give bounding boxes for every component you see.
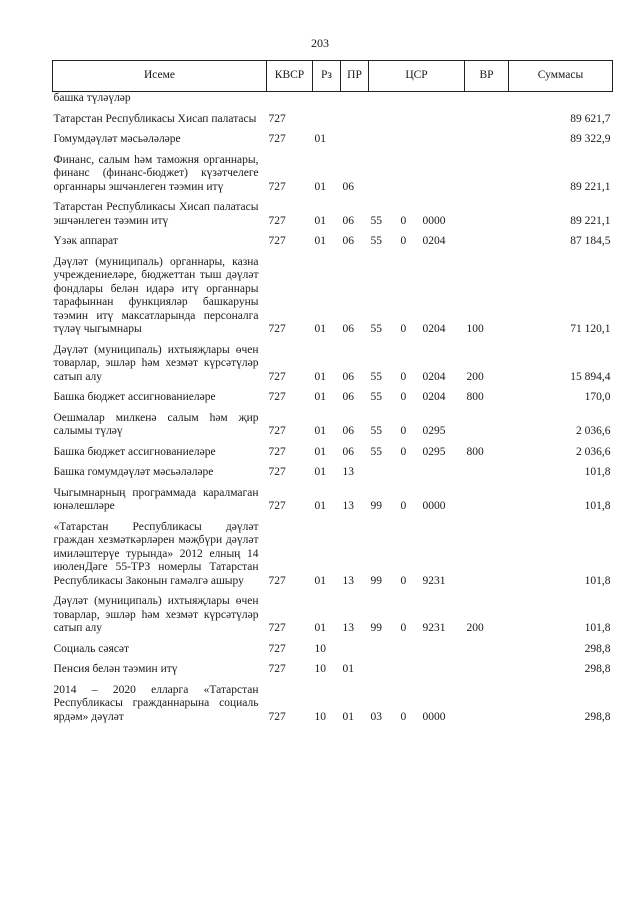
row-csr-subprogram: [399, 656, 421, 677]
row-sum: 87 184,5: [570, 235, 611, 247]
row-pr: 01: [342, 710, 354, 723]
row-sum: 2 036,6: [576, 445, 611, 458]
row-kvsr: 727: [268, 622, 286, 634]
row-pr: 06: [342, 180, 354, 193]
header-vr: ВР: [465, 61, 509, 92]
row-vr: [465, 656, 509, 677]
row-name: 2014 – 2020 елларга «Татарстан Республикасы гражданнарына социаль ярдәм» дәүләт: [53, 683, 259, 723]
row-vr: [465, 480, 509, 514]
table-row: [53, 249, 613, 337]
row-rz: 01: [314, 391, 326, 403]
row-kvsr: 727: [268, 112, 286, 125]
row-csr-direction: [421, 147, 465, 195]
row-vr: [465, 514, 509, 589]
row-pr: 01: [342, 663, 354, 675]
row-kvsr: 727: [268, 466, 286, 478]
row-rz: 01: [314, 133, 326, 145]
row-pr: 13: [342, 500, 354, 512]
row-rz: 01: [314, 214, 326, 227]
row-csr-program: 99: [370, 574, 382, 587]
row-vr: [465, 677, 509, 725]
row-csr-direction: 0000: [422, 214, 446, 227]
table-row: [53, 194, 613, 228]
row-csr-program: 55: [370, 323, 382, 335]
row-pr: 06: [342, 214, 354, 227]
row-csr-direction: 0204: [422, 370, 446, 383]
row-pr: 06: [342, 370, 354, 383]
row-pr: 06: [342, 425, 354, 437]
row-csr-program: [369, 656, 399, 677]
row-csr-direction: 0204: [422, 391, 446, 403]
row-csr-program: [369, 147, 399, 195]
row-name: Чыгымнарның программада каралмаган юнәлешләре: [53, 486, 259, 512]
row-sum: 2 036,6: [576, 425, 611, 437]
row-rz: 01: [314, 622, 326, 634]
row-csr-direction: [421, 636, 465, 657]
header-sum: Суммасы: [509, 61, 613, 92]
row-pr: [341, 106, 369, 127]
row-name: Пенсия белән тәэмин итү: [53, 663, 178, 675]
page-number: 203: [311, 36, 329, 50]
row-name: Татарстан Республикасы Хисап палатасы эшчәнлеген тәэмин итү: [53, 201, 259, 227]
row-csr-direction: [421, 126, 465, 147]
row-sum: 89 221,1: [570, 180, 611, 193]
row-csr-subprogram: 0: [400, 445, 407, 458]
table-row: [53, 384, 613, 405]
row-rz: 10: [314, 642, 326, 655]
table-row: [53, 514, 613, 589]
row-rz: 01: [314, 323, 326, 335]
table-row: [53, 405, 613, 439]
row-name: Гомумдәүләт мәсьәләләре: [53, 133, 181, 145]
row-csr-subprogram: 0: [400, 425, 407, 437]
row-rz: 01: [314, 445, 326, 458]
row-kvsr: 727: [268, 370, 286, 383]
header-name: Исеме: [53, 61, 267, 92]
row-csr-direction: [421, 106, 465, 127]
row-csr-subprogram: 0: [400, 500, 407, 512]
row-rz: 01: [314, 466, 326, 478]
row-rz: 01: [314, 500, 326, 512]
row-vr: [465, 228, 509, 249]
row-pr: [341, 126, 369, 147]
row-sum: 101,8: [584, 574, 611, 587]
table-row: [53, 656, 613, 677]
row-csr-program: [369, 459, 399, 480]
row-sum: 298,8: [584, 642, 611, 655]
row-name: «Татарстан Республикасы дәүләт граждан хезмәткәрләрен мәҗбүри дәүләт имиләштерүе турында» 2012 елның 14 июленДәге 55-ТРЗ номерлы Татарстан Республикасы Законын гамәлгә ашыру: [53, 520, 259, 587]
row-kvsr: 727: [268, 642, 286, 655]
row-name: Финанс, салым һәм таможня органнары, финанс (финанс-бюджет) күзәтчелеге органнары эшчәнлеген тәэмин итү: [53, 153, 259, 193]
row-rz: 01: [314, 235, 326, 247]
table-row: [53, 636, 613, 657]
row-pr: 06: [342, 323, 354, 335]
row-sum: 89 621,7: [570, 112, 611, 125]
row-pr: [341, 636, 369, 657]
row-vr: [465, 147, 509, 195]
row-csr-program: 55: [370, 445, 382, 458]
row-kvsr: 727: [268, 500, 286, 512]
table-row: [53, 106, 613, 127]
row-csr-program: 55: [370, 235, 382, 247]
row-pr: 06: [342, 235, 354, 247]
row-pr: 06: [342, 391, 354, 403]
row-name: Социаль сәясәт: [53, 642, 130, 655]
row-pr: 13: [342, 466, 354, 478]
table-row: [53, 228, 613, 249]
row-csr-program: 55: [370, 370, 382, 383]
row-csr-subprogram: 0: [400, 370, 407, 383]
row-csr-subprogram: 0: [400, 710, 407, 723]
row-sum: 89 322,9: [570, 133, 611, 145]
row-sum: 298,8: [584, 710, 611, 723]
row-kvsr: 727: [268, 710, 286, 723]
table-row: [53, 588, 613, 636]
row-kvsr: 727: [268, 425, 286, 437]
row-sum: 101,8: [584, 500, 611, 512]
header-pr: ПР: [341, 61, 369, 92]
row-csr-program: 99: [370, 500, 382, 512]
row-csr-subprogram: 0: [400, 214, 407, 227]
row-name: Үзәк аппарат: [53, 235, 118, 247]
row-csr-direction: [421, 459, 465, 480]
table-row: [53, 677, 613, 725]
table-row: [53, 126, 613, 147]
row-vr: [465, 106, 509, 127]
row-vr: 800: [466, 391, 484, 403]
row-csr-subprogram: 0: [400, 574, 407, 587]
row-kvsr: 727: [268, 323, 286, 335]
row-name: Башка бюджет ассигнованиеләре: [53, 391, 216, 403]
row-sum: 101,8: [584, 622, 611, 634]
row-csr-direction: 0295: [422, 425, 446, 437]
table-row: [53, 459, 613, 480]
row-csr-subprogram: 0: [400, 235, 407, 247]
row-pr: 13: [342, 574, 354, 587]
row-kvsr: 727: [268, 663, 286, 675]
header-kvsr: КВСР: [267, 61, 313, 92]
row-csr-direction: 0000: [422, 710, 446, 723]
row-name: Дәүләт (муниципаль) ихтыяҗлары өчен товарлар, эшләр һәм хезмәт күрсәтүләр сатып алу: [53, 343, 259, 383]
row-sum: 71 120,1: [570, 323, 611, 335]
row-name: Дәүләт (муниципаль) органнары, казна учреждениеләре, бюджеттан тыш дәүләт фондлары белән идарә итү органнары тарафыннан функцияләр башкаруны тәэмин итү максатларында персоналга түләү чыгымнары: [53, 255, 259, 335]
row-name: Оешмалар милкенә салым һәм җир салымы түләү: [53, 411, 259, 437]
row-csr-direction: 9231: [422, 574, 446, 587]
row-kvsr: 727: [268, 235, 286, 247]
table-row: [53, 337, 613, 385]
row-kvsr: 727: [268, 445, 286, 458]
row-sum: 89 221,1: [570, 214, 611, 227]
row-csr-direction: 0204: [422, 323, 446, 335]
header-csr: ЦСР: [369, 61, 465, 92]
row-rz: [313, 106, 341, 127]
row-csr-program: 99: [370, 622, 382, 634]
continuation-row: [53, 92, 613, 106]
row-rz: 01: [314, 370, 326, 383]
row-csr-program: 03: [370, 710, 382, 723]
row-csr-subprogram: [399, 459, 421, 480]
table-row: [53, 439, 613, 460]
row-sum: 101,8: [584, 466, 611, 478]
continuation-text: башка түләүләр: [53, 92, 131, 104]
row-pr: 06: [342, 445, 354, 458]
row-csr-direction: 0295: [422, 445, 446, 458]
row-csr-subprogram: [399, 106, 421, 127]
row-csr-program: 55: [370, 391, 382, 403]
table-row: [53, 480, 613, 514]
row-kvsr: 727: [268, 574, 286, 587]
table-header: [53, 61, 613, 92]
row-csr-program: [369, 126, 399, 147]
row-csr-subprogram: [399, 636, 421, 657]
row-vr: 200: [466, 622, 484, 634]
row-kvsr: 727: [268, 214, 286, 227]
row-csr-subprogram: [399, 126, 421, 147]
row-kvsr: 727: [268, 133, 286, 145]
row-name: Башка гомумдәүләт мәсьәләләре: [53, 466, 214, 478]
row-csr-program: 55: [370, 425, 382, 437]
row-csr-program: 55: [370, 214, 382, 227]
row-csr-direction: 0204: [422, 235, 446, 247]
row-sum: 298,8: [584, 663, 611, 675]
row-name: Татарстан Республикасы Хисап палатасы: [53, 112, 257, 125]
row-name: Дәүләт (муниципаль) ихтыяҗлары өчен товарлар, эшләр һәм хезмәт күрсәтүләр сатып алу: [53, 595, 259, 634]
row-csr-program: [369, 636, 399, 657]
row-csr-subprogram: 0: [400, 622, 407, 634]
row-vr: 200: [466, 370, 484, 383]
row-sum: 170,0: [584, 391, 611, 403]
row-csr-program: [369, 106, 399, 127]
row-vr: [465, 636, 509, 657]
row-rz: 10: [314, 663, 326, 675]
row-csr-subprogram: [399, 147, 421, 195]
row-csr-subprogram: 0: [400, 323, 407, 335]
row-rz: 10: [314, 710, 326, 723]
row-rz: 01: [314, 574, 326, 587]
row-rz: 01: [314, 425, 326, 437]
row-rz: 01: [314, 180, 326, 193]
row-vr: [465, 194, 509, 228]
row-csr-direction: 0000: [422, 500, 446, 512]
row-vr: [465, 405, 509, 439]
row-csr-direction: [421, 656, 465, 677]
row-name: Башка бюджет ассигнованиеләре: [53, 445, 216, 458]
table-row: [53, 147, 613, 195]
row-pr: 13: [342, 622, 354, 634]
row-vr: [465, 459, 509, 480]
row-kvsr: 727: [268, 180, 286, 193]
row-vr: 100: [466, 323, 484, 335]
row-sum: 15 894,4: [570, 370, 611, 383]
row-csr-subprogram: 0: [400, 391, 407, 403]
row-vr: [465, 126, 509, 147]
row-vr: 800: [466, 445, 484, 458]
budget-table: [52, 60, 613, 724]
header-rz: Рз: [313, 61, 341, 92]
row-kvsr: 727: [268, 391, 286, 403]
row-csr-direction: 9231: [422, 622, 446, 634]
